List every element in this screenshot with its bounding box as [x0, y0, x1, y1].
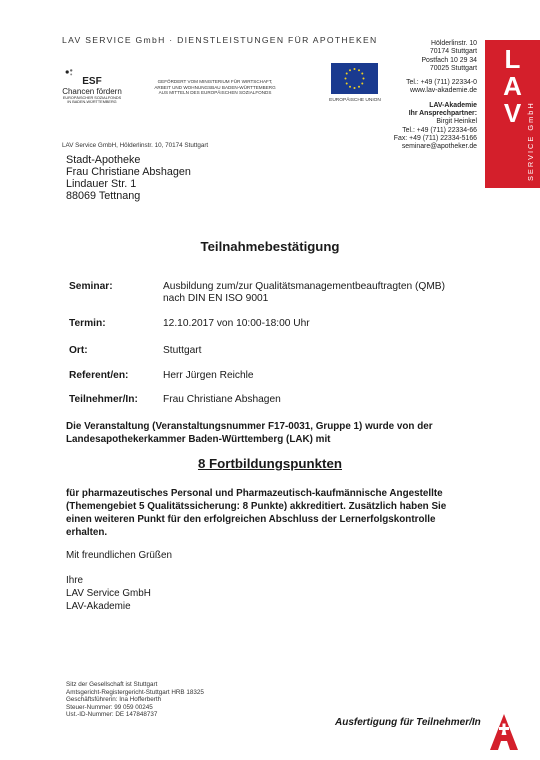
detail-label-seminar: Seminar: — [69, 281, 113, 292]
document-title: Teilnahmebestätigung — [200, 239, 340, 254]
recipient-line: Frau Christiane Abshagen — [66, 166, 191, 178]
funding-notice: GEFÖRDERT VOM MINISTERIUM FÜR WIRTSCHAFT, ARBEIT UND WOHNUNGSBAU BADEN-WÜRTTEMBERG AUS MITTELN DES EUROPÄISCHEN SOZIALFONDS — [154, 79, 276, 96]
company-header: LAV SERVICE GmbH · DIENSTLEISTUNGEN FÜR APOTHEKEN — [62, 35, 378, 45]
apotheke-a-icon — [489, 713, 519, 751]
esf-logo — [62, 68, 122, 105]
detail-label-teilnehmer: Teilnehmer/In: — [69, 394, 138, 405]
detail-value-ort: Stuttgart — [163, 345, 202, 356]
detail-value-termin: 12.10.2017 von 10:00-18:00 Uhr — [163, 318, 310, 329]
contact-person-label: Ihr Ansprechpartner: — [408, 110, 477, 118]
detail-value-teilnehmer: Frau Christiane Abshagen — [163, 394, 281, 405]
eu-flag-icon — [331, 63, 378, 94]
detail-value-referent: Herr Jürgen Reichle — [163, 370, 254, 381]
contact-fax: Fax: +49 (711) 22334-5166 — [393, 134, 477, 142]
lav-brand-logo: L A V SERVICE GmbH — [485, 40, 540, 188]
phone-line: Tel.: +49 (711) 22334-0 — [406, 79, 477, 87]
contact-name: Birgit Heinkel — [436, 118, 477, 126]
detail-label-termin: Termin: — [69, 318, 106, 329]
sender-line: LAV Service GmbH, Hölderlinstr. 10, 70174 Stuttgart — [62, 142, 209, 149]
brand-letter: L — [504, 44, 521, 74]
esf-tagline: Chancen fördern — [62, 87, 122, 96]
recipient-line: 88069 Tettnang — [66, 190, 141, 202]
detail-value-seminar: Ausbildung zum/zur Qualitätsmanagementbeauftragten (QMB) nach DIN EN ISO 9001 — [163, 281, 445, 304]
credit-points: 8 Fortbildungspunkten — [197, 456, 343, 471]
brand-letter: V — [503, 98, 522, 128]
recipient-line: Stadt-Apotheke — [66, 154, 141, 166]
address-line: 70025 Stuttgart — [429, 64, 477, 72]
esf-subline: EUROPÄISCHER SOZIALFONDS IN BADEN-WÜRTTEMBERG — [62, 96, 122, 105]
recipient-address — [66, 154, 191, 202]
website-link[interactable]: www.lav-akademie.de — [409, 87, 477, 95]
greeting: Mit freundlichen Grüßen — [66, 550, 172, 561]
contact-email[interactable]: seminare@apotheker.de — [401, 143, 477, 151]
legal-footer: Sitz der Gesellschaft ist Stuttgart Amtsgericht-Registergericht-Stuttgart HRB 18325 Geschäftsführerin: Ina Hofferberth Steuer-Nummer: 99 059 00245 Ust.-ID-Nummer: DE 147848737 — [66, 681, 204, 718]
address-line: Hölderlinstr. 10 — [431, 40, 477, 47]
eu-caption: EUROPÄISCHE UNION — [329, 98, 381, 103]
detail-label-referent: Referent/en: — [69, 370, 129, 381]
contact-phone: Tel.: +49 (711) 22334-66 — [402, 126, 477, 134]
detail-label-ort: Ort: — [69, 345, 88, 356]
recipient-line: Lindauer Str. 1 — [66, 178, 137, 190]
accreditation-detail: für pharmazeutisches Personal und Pharmazeutisch-kaufmännische Angestellte (Themengebiet 5 Qualitätssicherung: 8 Punkte) akkreditiert. Zusätzlich haben Sie einen weiteren Punkt für den erfolgreichen Abschluss der Lernerfolgskontrolle erhalten. — [66, 488, 447, 538]
address-line: Postfach 10 29 34 — [421, 56, 477, 64]
copy-note: Ausfertigung für Teilnehmer/In — [335, 717, 481, 728]
accreditation-intro: Die Veranstaltung (Veranstaltungsnummer F17-0031, Gruppe 1) wurde von der Landesapothekerkammer Baden-Württemberg (LAK) mit — [66, 421, 433, 445]
academy-title: LAV-Akademie — [429, 101, 477, 109]
esf-dots-icon — [62, 68, 82, 76]
address-line: 70174 Stuttgart — [429, 48, 477, 56]
contact-block — [385, 40, 477, 152]
brand-letter: A — [503, 71, 522, 101]
closing-signature: Ihre LAV Service GmbH LAV-Akademie — [66, 575, 151, 612]
esf-mark: ESF — [82, 76, 102, 87]
